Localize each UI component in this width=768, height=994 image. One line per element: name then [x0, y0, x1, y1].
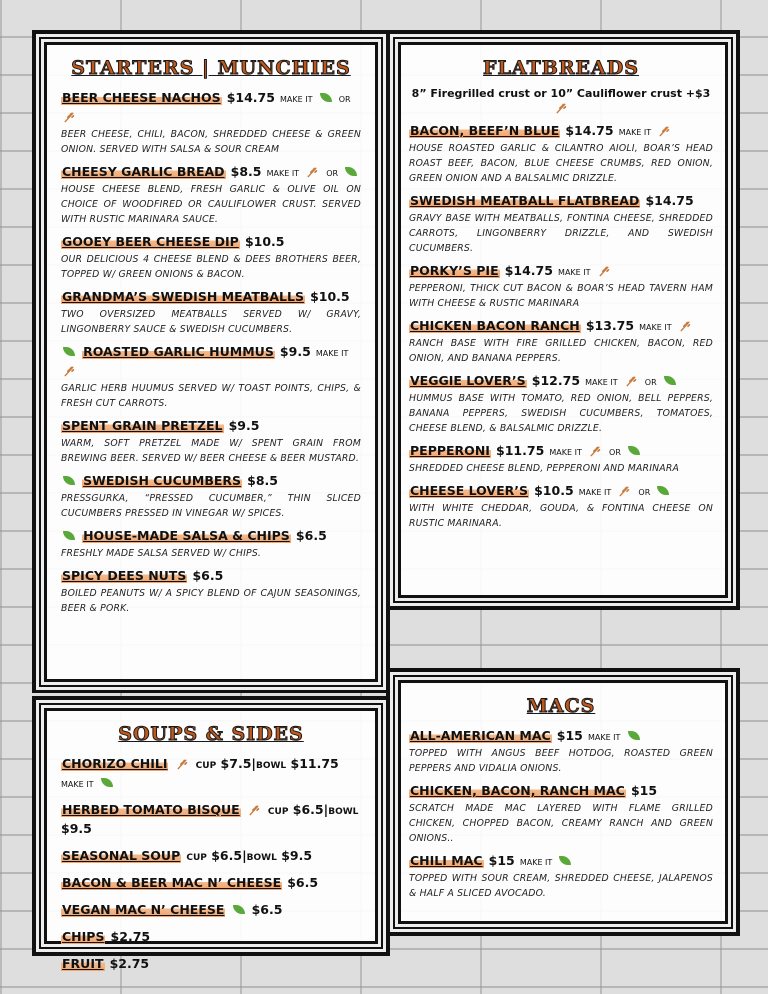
make-it-label: MAKE IT — [549, 447, 582, 457]
cup-label: CUP — [267, 807, 289, 817]
menu-item-all-american-mac — [409, 725, 713, 776]
cup-bowl-prices: CUP $7.5|BOWL $11.75 — [195, 756, 339, 771]
item-name: BACON & BEER MAC N’ CHEESE — [62, 875, 282, 890]
item-description: BEER CHEESE, CHILI, BACON, SHREDDED CHEESE & GREEN ONION. SERVED WITH SALSA & SOUR CREAM — [61, 129, 361, 155]
menu-item-chicken-bacon-ranch-mac — [409, 780, 713, 846]
item-name: PORKY’S PIE — [410, 262, 499, 278]
menu-item-veggie-lovers — [409, 370, 713, 436]
gluten-free-wheat-icon — [63, 110, 76, 123]
gluten-free-wheat-icon — [618, 484, 631, 497]
item-description: TWO OVERSIZED MEATBALLS SERVED W/ GRAVY, LINGONBERRY SAUCE & SWEDISH CUCUMBERS. — [61, 309, 361, 335]
vegan-leaf-icon — [559, 856, 571, 865]
vegan-leaf-icon — [664, 376, 676, 385]
item-name: GRANDMA’S SWEDISH MEATBALLS — [62, 289, 304, 304]
menu-item-salsa-chips — [61, 525, 361, 561]
item-name: FRUIT — [62, 956, 104, 971]
item-price: $9.5 — [279, 344, 311, 359]
side-item-chorizo-chili — [61, 753, 361, 791]
menu-item-pepperoni — [409, 440, 713, 476]
item-name: ALL-AMERICAN MAC — [410, 728, 551, 743]
item-name: BEER CHEESE NACHOS — [62, 90, 221, 105]
make-it-label: MAKE IT — [578, 487, 612, 497]
side-item-seasonal-soup — [61, 845, 361, 864]
item-name: PEPPERONI — [410, 442, 490, 458]
item-name: SWEDISH MEATBALL FLATBREAD — [410, 192, 640, 208]
item-price: $11.75 — [496, 442, 545, 458]
item-name: HOUSE-MADE SALSA & CHIPS — [83, 528, 290, 543]
item-price: $15 — [630, 783, 658, 798]
item-description: RANCH BASE WITH FIRE GRILLED CHICKEN, BACON, RED ONION, AND BANANA PEPPERS. — [409, 337, 713, 364]
side-item-bacon-beer-mac — [61, 872, 361, 891]
item-price: $8.5 — [247, 473, 278, 488]
item-price: $10.5 — [534, 482, 574, 498]
item-name: CHICKEN BACON RANCH — [410, 317, 580, 333]
menu-item-roasted-garlic-hummus — [61, 341, 361, 411]
cup-price: $6.5 — [211, 848, 243, 863]
make-it-label: MAKE IT — [618, 127, 652, 137]
item-description: SHREDDED CHEESE BLEND, PEPPERONI AND MARINARA — [409, 462, 680, 474]
gluten-free-wheat-icon — [248, 803, 261, 816]
item-name: HERBED TOMATO BISQUE — [62, 802, 240, 817]
vegan-leaf-icon — [345, 167, 357, 176]
cup-bowl-prices: CUP $6.5|BOWL $9.5 — [186, 848, 313, 863]
item-description: HOUSE CHEESE BLEND, FRESH GARLIC & OLIVE OIL ON CHOICE OF WOODFIRED OR CAULIFLOWER CRUST. SERVED WITH RUSTIC MARINARA SAUCE. — [61, 184, 361, 225]
vegan-leaf-icon — [63, 347, 75, 356]
gluten-free-wheat-icon — [63, 364, 76, 377]
crust-note — [409, 87, 713, 114]
bowl-price: $9.5 — [61, 821, 92, 836]
make-it-label: MAKE IT — [558, 267, 591, 277]
cup-price: $7.5 — [220, 756, 252, 771]
cup-price: $6.5 — [292, 802, 324, 817]
item-price: $14.75 — [504, 262, 553, 278]
vegan-leaf-icon — [63, 531, 75, 540]
starters-title: STARTERS | MUNCHIES — [71, 57, 351, 79]
vegan-leaf-icon — [320, 93, 332, 102]
item-price: $10.5 — [244, 234, 285, 249]
gluten-free-wheat-icon — [679, 319, 692, 332]
item-price: $12.75 — [531, 372, 581, 388]
menu-item-beer-cheese-nachos — [61, 87, 361, 157]
item-price: $15 — [556, 728, 583, 743]
item-description: WARM, SOFT PRETZEL MADE W/ SPENT GRAIN FROM BREWING BEER. SERVED W/ BEER CHEESE & BEER MUSTARD. — [61, 438, 361, 464]
menu-item-swedish-meatball-flatbread — [409, 190, 713, 256]
or-label: OR — [638, 487, 651, 497]
gluten-free-wheat-icon — [658, 124, 671, 137]
vegan-leaf-icon — [657, 486, 669, 495]
vegan-leaf-icon — [101, 778, 113, 787]
or-label: OR — [326, 169, 339, 178]
item-name: GOOEY BEER CHEESE DIP — [62, 234, 239, 249]
item-description: PEPPERONI, THICK CUT BACON & BOAR’S HEAD TAVERN HAM WITH CHEESE & RUSTIC MARINARA — [409, 282, 713, 309]
item-name: ROASTED GARLIC HUMMUS — [83, 344, 274, 359]
menu-item-cheesy-garlic-bread — [61, 161, 361, 227]
gluten-free-wheat-icon — [555, 101, 568, 114]
menu-item-spent-grain-pretzel — [61, 415, 361, 466]
bowl-price: $9.5 — [281, 848, 313, 863]
gluten-free-wheat-icon — [589, 444, 602, 457]
or-label: OR — [609, 447, 621, 457]
item-name: SPENT GRAIN PRETZEL — [62, 418, 223, 433]
item-price: $10.5 — [310, 289, 350, 304]
macs-title: MACS — [526, 695, 596, 717]
make-it-label: MAKE IT — [266, 169, 300, 178]
make-it-label: MAKE IT — [585, 377, 618, 387]
macs-panel — [398, 680, 728, 924]
item-price: $15 — [488, 853, 515, 868]
item-name: CHIPS — [62, 929, 105, 944]
vegan-leaf-icon — [233, 905, 245, 914]
item-description: TOPPED WITH SOUR CREAM, SHREDDED CHEESE, JALAPENOS & HALF A SLICED AVOCADO. — [409, 873, 713, 899]
make-it-label: MAKE IT — [61, 780, 94, 789]
menu-item-swedish-meatballs — [61, 286, 361, 337]
flatbreads-panel — [398, 42, 728, 598]
menu-item-cheese-lovers — [409, 480, 713, 531]
crust-note-text: 8” Firegrilled crust or 10” Cauliflower crust +$3 — [411, 87, 711, 100]
item-description: OUR DELICIOUS 4 CHEESE BLEND & DEES BROTHERS BEER, TOPPED W/ GREEN ONIONS & BACON. — [61, 254, 361, 280]
item-description: PRESSGURKA, “PRESSED CUCUMBER,” THIN SLICED CUCUMBERS PRESSED IN VINEGAR W/ SPICES. — [61, 493, 361, 519]
bowl-price: $11.75 — [290, 756, 339, 771]
item-price: $14.75 — [226, 90, 275, 105]
item-description: HUMMUS BASE WITH TOMATO, RED ONION, BELL PEPPERS, BANANA PEPPERS, SWEDISH CUCUMBERS, TOMATOES, CHEESE BLEND, & BALSALMIC DRIZZLE. — [409, 392, 713, 434]
menu-item-swedish-cucumbers — [61, 470, 361, 521]
item-price: $6.5 — [251, 902, 283, 917]
item-name: CHILI MAC — [410, 853, 483, 868]
menu-item-bacon-beef-blue — [409, 120, 713, 186]
side-item-vegan-mac — [61, 899, 361, 918]
bowl-label: BOWL — [328, 807, 359, 817]
item-price: $14.75 — [645, 192, 694, 208]
item-name: SEASONAL SOUP — [62, 848, 181, 863]
item-name: SPICY DEES NUTS — [62, 568, 187, 583]
flatbreads-title: FLATBREADS — [483, 57, 639, 79]
item-description: GARLIC HERB HUUMUS SERVED W/ TOAST POINTS, CHIPS, & FRESH CUT CARROTS. — [61, 383, 361, 409]
item-name: BACON, BEEF’N BLUE — [410, 122, 560, 138]
menu-item-spicy-dees-nuts — [61, 565, 361, 616]
cup-label: CUP — [195, 761, 217, 771]
gluten-free-wheat-icon — [176, 757, 189, 770]
gluten-free-wheat-icon — [306, 165, 319, 178]
item-name: SWEDISH CUCUMBERS — [83, 473, 242, 488]
cup-bowl-prices: CUP $6.5|BOWL $9.5 — [61, 802, 359, 836]
menu-item-chili-mac — [409, 850, 713, 901]
item-price: $6.5 — [287, 875, 319, 890]
soups-panel — [44, 708, 378, 971]
bowl-label: BOWL — [246, 853, 277, 863]
item-description: GRAVY BASE WITH MEATBALLS, FONTINA CHEESE, SHREDDED CARROTS, LINGONBERRY DRIZZLE, AND SWEDISH CUCUMBERS. — [409, 212, 713, 254]
item-price: $13.75 — [585, 317, 635, 333]
side-item-chips — [61, 926, 361, 945]
soups-title: SOUPS & SIDES — [118, 723, 304, 745]
make-it-label: MAKE IT — [315, 349, 349, 358]
item-name: CHEESY GARLIC BREAD — [62, 164, 225, 179]
side-item-tomato-bisque — [61, 799, 361, 837]
or-label: OR — [644, 377, 657, 387]
item-description: HOUSE ROASTED GARLIC & CILANTRO AIOLI, BOAR’S HEAD ROAST BEEF, BACON, BLUE CHEESE CRUMBS, RED ONION, GREEN ONION AND A BALSALMIC DRIZZLE. — [409, 142, 713, 184]
menu-item-gooey-beer-cheese-dip — [61, 231, 361, 282]
item-name: VEGGIE LOVER’S — [410, 372, 526, 388]
make-it-label: MAKE IT — [519, 858, 553, 867]
item-name: VEGAN MAC N’ CHEESE — [62, 902, 225, 917]
item-description: WITH WHITE CHEDDAR, GOUDA, & FONTINA CHEESE ON RUSTIC MARINARA. — [409, 502, 713, 529]
item-price: $14.75 — [565, 122, 614, 138]
item-description: FRESHLY MADE SALSA SERVED W/ CHIPS. — [61, 548, 262, 559]
item-price: $8.5 — [230, 164, 262, 179]
item-name: CHORIZO CHILI — [62, 756, 168, 771]
gluten-free-wheat-icon — [598, 264, 611, 277]
vegan-leaf-icon — [628, 446, 640, 455]
item-price: $2.75 — [109, 956, 150, 971]
item-name: CHEESE LOVER’S — [410, 482, 529, 498]
bowl-label: BOWL — [255, 761, 287, 771]
make-it-label: MAKE IT — [587, 733, 621, 742]
item-price: $6.5 — [192, 568, 224, 583]
menu-item-chicken-bacon-ranch — [409, 315, 713, 366]
starters-panel — [44, 42, 378, 682]
item-price: $6.5 — [295, 528, 327, 543]
item-name: CHICKEN, BACON, RANCH MAC — [410, 783, 625, 798]
item-description: SCRATCH MADE MAC LAYERED WITH FLAME GRILLED CHICKEN, CHOPPED BACON, CREAMY RANCH AND GREEN ONIONS.. — [409, 803, 713, 844]
item-price: $9.5 — [228, 418, 260, 433]
vegan-leaf-icon — [63, 476, 75, 485]
cup-label: CUP — [186, 853, 207, 863]
item-price: $2.75 — [110, 929, 151, 944]
item-description: BOILED PEANUTS W/ A SPICY BLEND OF CAJUN SEASONINGS, BEER & PORK. — [61, 588, 361, 614]
menu-item-porkys-pie — [409, 260, 713, 311]
make-it-label: MAKE IT — [639, 322, 672, 332]
gluten-free-wheat-icon — [625, 374, 638, 387]
or-label: OR — [338, 95, 351, 104]
vegan-leaf-icon — [628, 731, 640, 740]
side-item-fruit — [61, 953, 361, 972]
make-it-label: MAKE IT — [280, 95, 313, 104]
item-description: TOPPED WITH ANGUS BEEF HOTDOG, ROASTED GREEN PEPPERS AND VIDALIA ONIONS. — [409, 748, 713, 774]
